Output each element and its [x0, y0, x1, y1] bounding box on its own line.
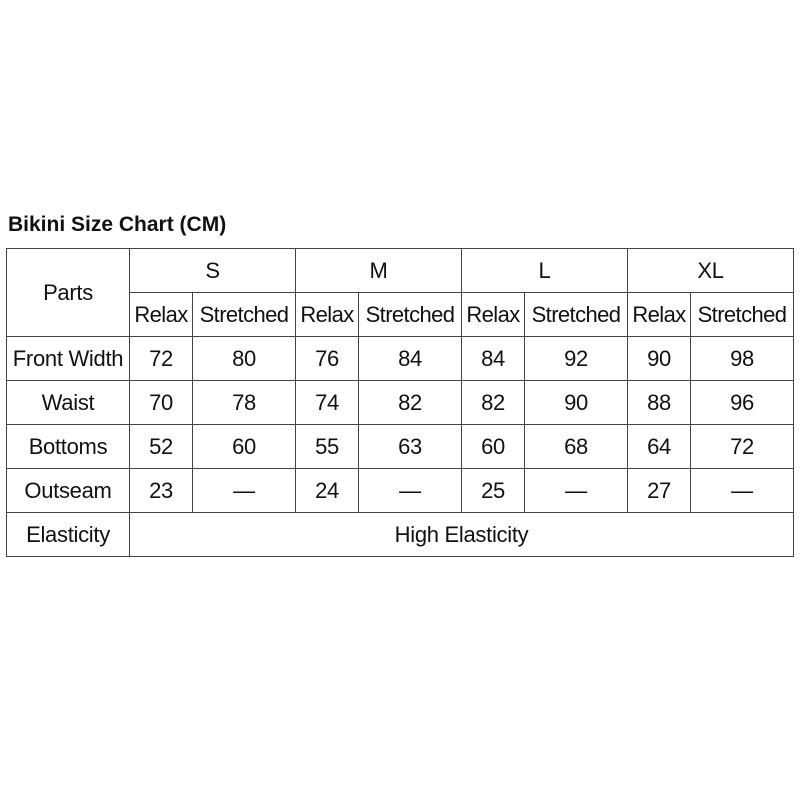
table-cell: —	[193, 469, 296, 513]
sub-header-relax: Relax	[462, 293, 525, 337]
size-header-row	[7, 249, 794, 293]
size-header-xl: XL	[628, 249, 794, 293]
table-cell: 90	[628, 337, 691, 381]
table-row	[7, 381, 794, 425]
table-row	[7, 469, 794, 513]
table-row	[7, 425, 794, 469]
sub-header-relax: Relax	[130, 293, 193, 337]
table-cell: 84	[462, 337, 525, 381]
table-cell: 23	[130, 469, 193, 513]
table-cell: 64	[628, 425, 691, 469]
sub-header-relax: Relax	[296, 293, 359, 337]
table-cell: 27	[628, 469, 691, 513]
table-cell: 60	[193, 425, 296, 469]
table-cell: 98	[691, 337, 794, 381]
sub-header-stretched: Stretched	[359, 293, 462, 337]
sub-header-stretched: Stretched	[525, 293, 628, 337]
size-header-m: M	[296, 249, 462, 293]
table-cell: 60	[462, 425, 525, 469]
table-cell: 63	[359, 425, 462, 469]
table-row	[7, 337, 794, 381]
table-cell: 55	[296, 425, 359, 469]
row-label: Bottoms	[7, 425, 130, 469]
table-cell: 68	[525, 425, 628, 469]
table-cell: 76	[296, 337, 359, 381]
sub-header-stretched: Stretched	[691, 293, 794, 337]
table-cell: 88	[628, 381, 691, 425]
chart-title: Bikini Size Chart (CM)	[8, 213, 227, 236]
table-cell: 25	[462, 469, 525, 513]
row-label: Front Width	[7, 337, 130, 381]
sub-header-stretched: Stretched	[193, 293, 296, 337]
table-cell: —	[525, 469, 628, 513]
table-cell: 74	[296, 381, 359, 425]
table-cell: 70	[130, 381, 193, 425]
elasticity-label: Elasticity	[7, 513, 130, 557]
size-chart-table	[6, 248, 794, 557]
table-cell: 96	[691, 381, 794, 425]
elasticity-row	[7, 513, 794, 557]
parts-header: Parts	[7, 249, 130, 337]
table-cell: 80	[193, 337, 296, 381]
table-cell: —	[359, 469, 462, 513]
table-cell: 72	[691, 425, 794, 469]
table-cell: 72	[130, 337, 193, 381]
table-cell: 84	[359, 337, 462, 381]
table-cell: 52	[130, 425, 193, 469]
row-label: Outseam	[7, 469, 130, 513]
table-cell: 92	[525, 337, 628, 381]
table-cell: 82	[462, 381, 525, 425]
table-cell: 82	[359, 381, 462, 425]
size-header-s: S	[130, 249, 296, 293]
row-label: Waist	[7, 381, 130, 425]
table-cell: 24	[296, 469, 359, 513]
size-header-l: L	[462, 249, 628, 293]
elasticity-value: High Elasticity	[130, 513, 794, 557]
sub-header-relax: Relax	[628, 293, 691, 337]
table-cell: 90	[525, 381, 628, 425]
table-cell: —	[691, 469, 794, 513]
table-cell: 78	[193, 381, 296, 425]
